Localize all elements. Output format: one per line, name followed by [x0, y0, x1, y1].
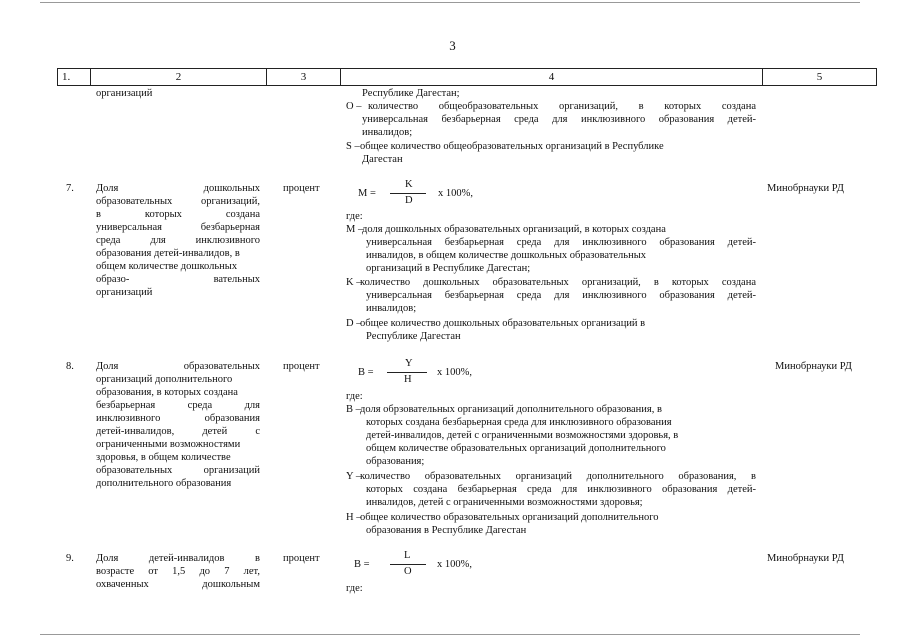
def-line: которых создана безбарьерная среда для инклюзивного образования	[366, 417, 672, 428]
indicator-name-line: детей-инвалидов, детей с	[96, 426, 260, 437]
cont-indicator-name: организаций	[96, 88, 153, 99]
indicator-name-line: безбарьерная среда для	[96, 400, 260, 411]
indicator-name-line: дополнительного образования	[96, 478, 232, 489]
def-line: общее количество дошкольных образовательных организаций в	[360, 318, 646, 329]
formula-lhs: B =	[358, 367, 374, 378]
fraction-bar	[390, 193, 426, 194]
formula	[358, 358, 518, 388]
indicator-name-line: Доля образовательных	[96, 361, 260, 372]
formula	[358, 180, 518, 210]
def-symbol: B –	[346, 404, 361, 415]
indicator-name-line: образовательных организаций	[96, 465, 260, 476]
def-line: количество дошкольных образовательных организаций, в которых создана	[360, 277, 756, 288]
formula-numerator: Y	[405, 358, 413, 369]
def-line: инвалидов;	[366, 303, 417, 314]
fraction-bar	[390, 564, 426, 565]
scan-edge-bottom	[40, 634, 860, 635]
def-line: образования;	[366, 456, 425, 467]
indicator-name-line: образовательных организаций,	[96, 196, 260, 207]
header-col-4: 4	[548, 71, 555, 83]
header-col-3: 3	[300, 71, 307, 83]
formula-denominator: O	[404, 566, 412, 577]
indicator-name-line: в которых создана	[96, 209, 260, 220]
def-symbol: M –	[346, 224, 364, 235]
table-top-border	[57, 68, 877, 69]
row-number: 9.	[66, 553, 74, 564]
indicator-name-line: среда для инклюзивного	[96, 235, 260, 246]
formula-lhs: B =	[354, 559, 370, 570]
formula-numerator: K	[405, 179, 413, 190]
where-label: где:	[346, 583, 363, 594]
header-col-1: 1.	[62, 71, 71, 83]
def-line: доля обрзовательных организаций дополнительного образования, в	[360, 404, 662, 415]
where-label: где:	[346, 391, 363, 402]
def-line: инвалидов;	[362, 127, 413, 138]
def-line: инвалидов, в общем количестве дошкольных образовательных	[366, 250, 647, 261]
where-label: где:	[346, 211, 363, 222]
def-line: общее количество образовательных организаций дополнительного	[360, 512, 659, 523]
col-divider	[876, 68, 877, 86]
def-symbol: Y –	[346, 471, 362, 482]
indicator-name-line: инклюзивного образования	[96, 413, 260, 424]
unit: процент	[283, 361, 320, 372]
table-header-border	[57, 85, 877, 86]
def-line: организаций в Республике Дагестан;	[366, 263, 531, 274]
indicator-name-line: охваченных дошкольным	[96, 579, 260, 590]
def-line: Республике Дагестан	[366, 331, 461, 342]
indicator-name-line: здоровья, в общем количестве	[96, 452, 231, 463]
def-line: универсальная безбарьерная среда для инклюзивного образования детей-	[362, 114, 756, 125]
unit: процент	[283, 553, 320, 564]
def-symbol: K –	[346, 277, 362, 288]
header-col-2: 2	[175, 71, 182, 83]
def-line: которых создана безбарьерная среда для инклюзивного образования детей-	[366, 484, 756, 495]
def-line: универсальная безбарьерная среда для инклюзивного образования детей-	[366, 237, 756, 248]
indicator-name-line: образования детей-инвалидов, в	[96, 248, 240, 259]
indicator-name-line: образо- вательных	[96, 274, 260, 285]
cont-text-line: Республике Дагестан;	[362, 88, 460, 99]
def-symbol: S –	[346, 141, 360, 152]
unit: процент	[283, 183, 320, 194]
row-number: 8.	[66, 361, 74, 372]
header-col-5: 5	[816, 71, 823, 83]
formula-denominator: D	[405, 195, 413, 206]
def-symbol: O –	[346, 101, 362, 112]
formula-lhs: M =	[358, 188, 376, 199]
formula-denominator: H	[404, 374, 412, 385]
indicator-name-line: организаций дополнительного	[96, 374, 233, 385]
indicator-name-line: общем количестве дошкольных	[96, 261, 238, 272]
formula-rhs: x 100%,	[437, 559, 472, 570]
indicator-name-line: универсальная безбарьерная	[96, 222, 260, 233]
def-line: количество образовательных организаций дополнительного образования, в	[360, 471, 756, 482]
def-line: универсальная безбарьерная среда для инклюзивного образования детей-	[366, 290, 756, 301]
def-line: инвалидов, детей с ограниченными возможностями здоровья;	[366, 497, 643, 508]
def-symbol: D –	[346, 318, 362, 329]
responsible-body: Минобрнауки РД	[775, 361, 852, 372]
def-line: доля дошкольных образовательных организаций, в которых создана	[362, 224, 666, 235]
fraction-bar	[387, 372, 427, 373]
responsible-body: Минобрнауки РД	[767, 183, 844, 194]
row-number: 7.	[66, 183, 74, 194]
def-line: Дагестан	[362, 154, 403, 165]
def-line: общее количество общеобразовательных организаций в Республике	[360, 141, 664, 152]
scan-edge-top	[40, 2, 860, 3]
indicator-name-line: Доля детей-инвалидов в	[96, 553, 260, 564]
indicator-name-line: ограниченными возможностями	[96, 439, 241, 450]
indicator-name-line: организаций	[96, 287, 153, 298]
formula-rhs: x 100%,	[438, 188, 473, 199]
formula	[354, 550, 514, 580]
responsible-body: Минобрнауки РД	[767, 553, 844, 564]
indicator-name-line: возрасте от 1,5 до 7 лет,	[96, 566, 260, 577]
formula-numerator: L	[404, 550, 411, 561]
def-line: образования в Республике Дагестан	[366, 525, 527, 536]
def-line: детей-инвалидов, детей с ограниченными возможностями здоровья, в	[366, 430, 679, 441]
indicator-name-line: образования, в которых создана	[96, 387, 238, 398]
indicator-name-line: Доля дошкольных	[96, 183, 260, 194]
def-line: количество общеобразовательных организаций, в которых создана	[368, 101, 756, 112]
col-divider	[57, 68, 58, 86]
def-line: общем количестве образовательных организаций дополнительного	[366, 443, 666, 454]
formula-rhs: x 100%,	[437, 367, 472, 378]
def-symbol: H –	[346, 512, 362, 523]
page-number: 3	[449, 38, 456, 53]
